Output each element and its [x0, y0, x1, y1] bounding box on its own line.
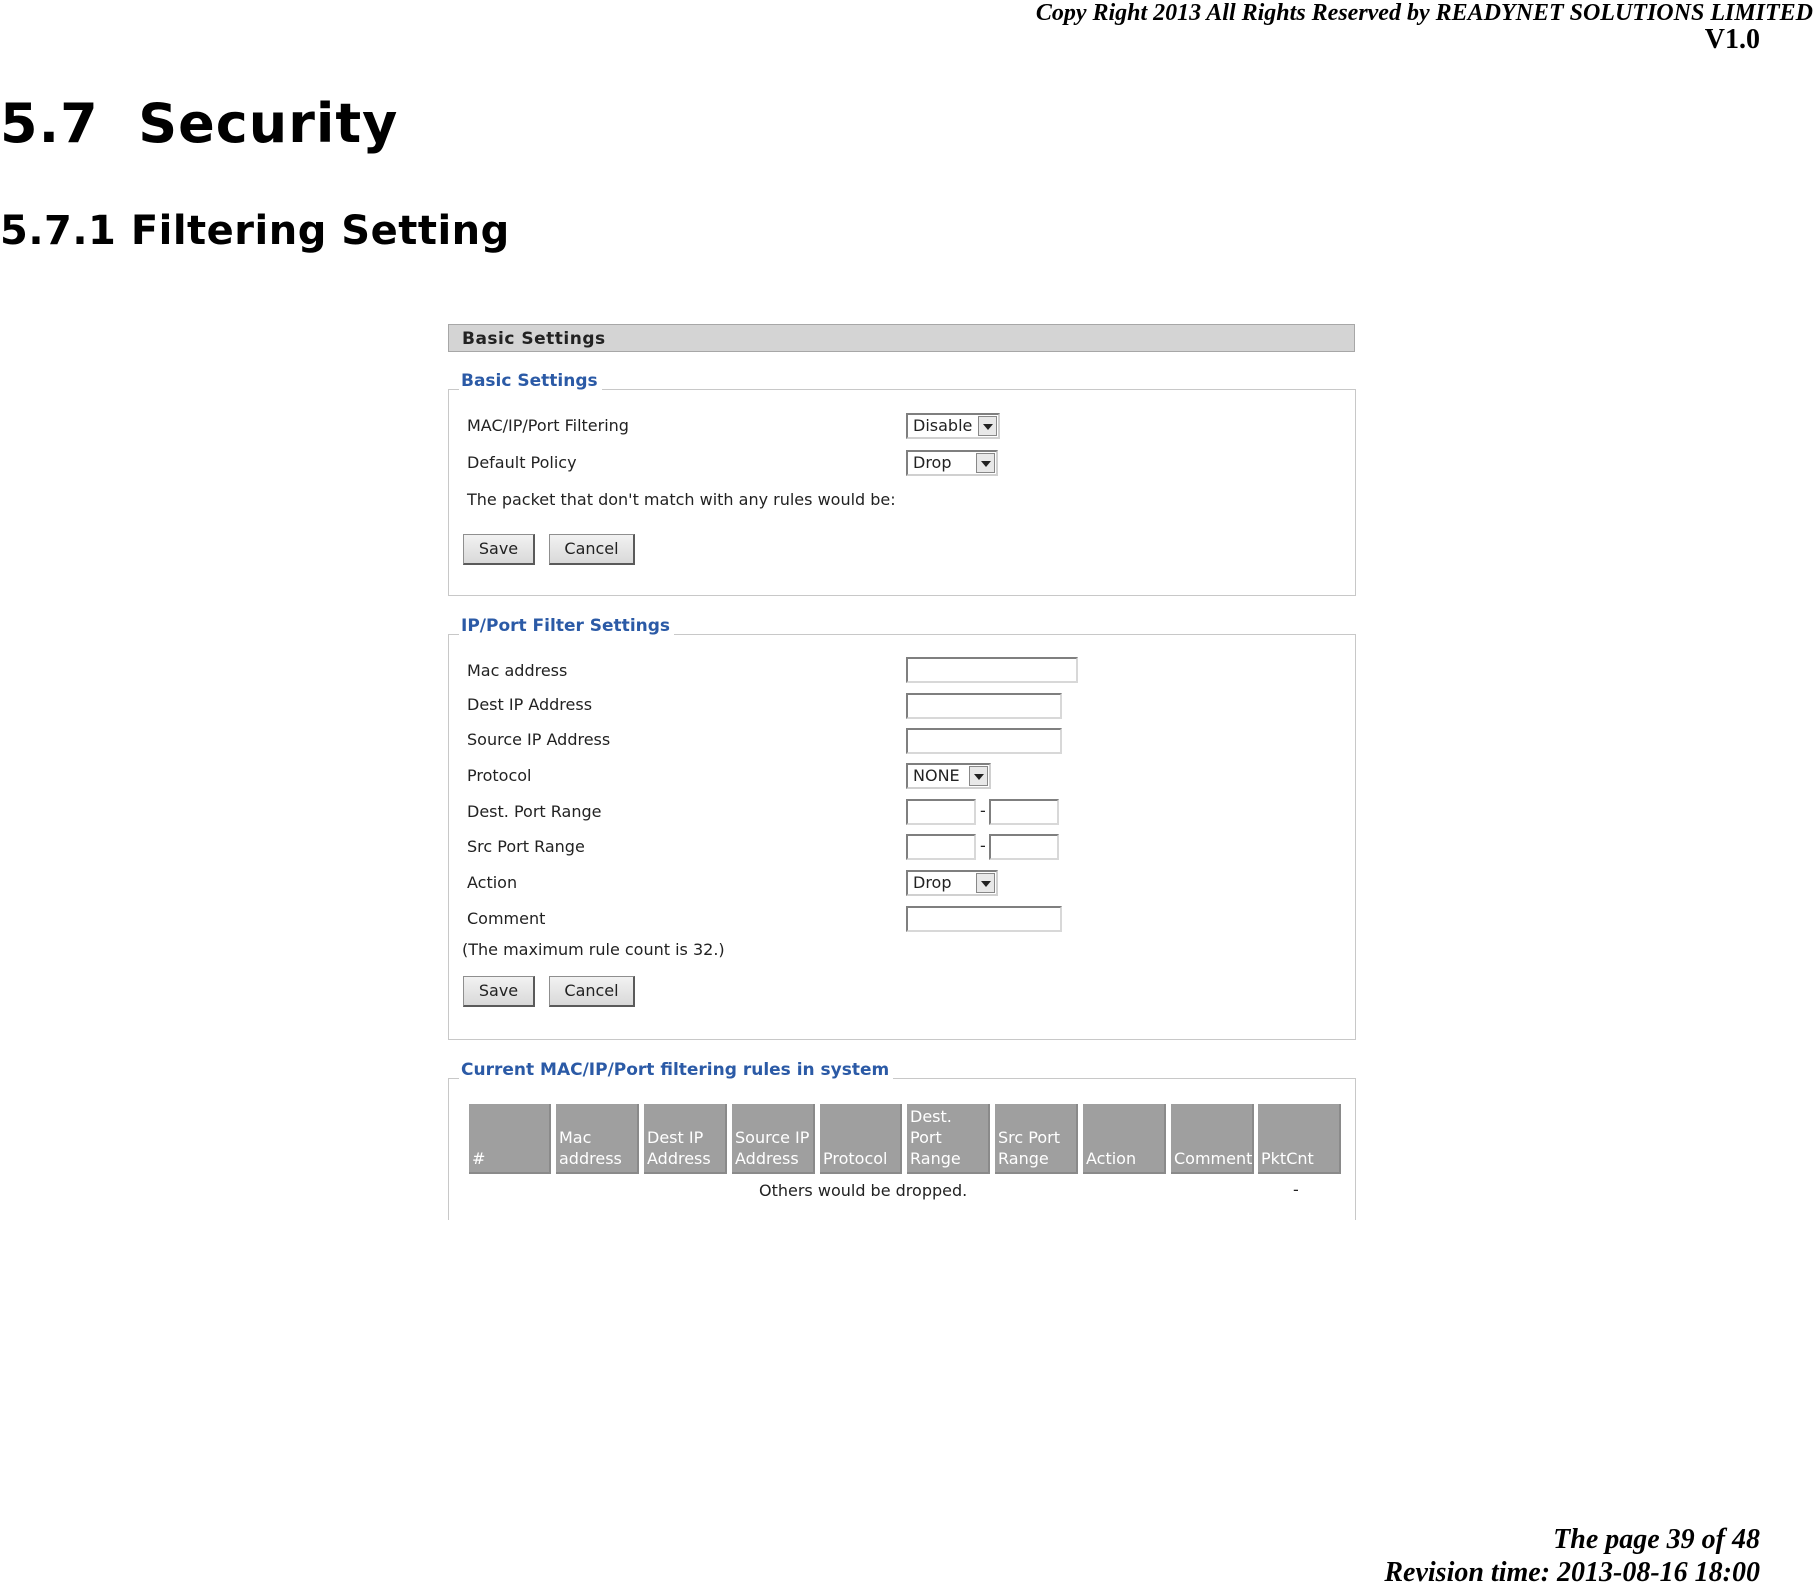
current-rules-legend: Current MAC/IP/Port filtering rules in system	[459, 1060, 893, 1080]
action-select[interactable]	[906, 870, 998, 896]
column-header-line: Port	[910, 1128, 942, 1147]
src-port-range-label: Src Port Range	[467, 837, 585, 856]
column-header-line: Dest IP	[647, 1128, 704, 1147]
chevron-down-icon[interactable]	[969, 766, 988, 786]
max-rule-note: (The maximum rule count is 32.)	[462, 940, 725, 959]
mac-address-label: Mac address	[467, 661, 568, 680]
comment-input[interactable]	[906, 906, 1062, 932]
subsection-heading: 5.7.1 Filtering Setting	[0, 208, 510, 254]
filtering-select[interactable]	[906, 413, 1000, 439]
column-header-line: Dest.	[910, 1107, 952, 1126]
ip-port-filter-group	[448, 616, 1356, 1040]
default-rule-text: Others would be dropped.	[759, 1181, 968, 1200]
ip-port-filter-legend: IP/Port Filter Settings	[459, 616, 674, 636]
router-ui-screenshot	[448, 324, 1357, 1220]
column-header-line: Protocol	[823, 1149, 888, 1168]
src-port-from-input[interactable]	[906, 834, 976, 860]
default-policy-note: The packet that don't match with any rules would be:	[467, 490, 896, 509]
column-header-line: PktCnt	[1261, 1149, 1314, 1168]
filter-cancel-button[interactable]: Cancel	[549, 976, 635, 1007]
source-ip-input[interactable]	[906, 728, 1062, 754]
section-heading: 5.7 Security	[0, 92, 399, 155]
page-number: The page 39 of 48	[1553, 1524, 1760, 1555]
column-header-line: #	[472, 1149, 486, 1168]
revision-time: Revision time: 2013-08-16 18:00	[1384, 1557, 1760, 1588]
action-select-value: Drop	[913, 873, 952, 892]
column-header-src-port-range	[995, 1104, 1078, 1174]
src-port-separator: -	[980, 836, 986, 855]
column-header-line: Action	[1086, 1149, 1137, 1168]
default-rule-pktcnt: -	[1293, 1180, 1299, 1199]
column-header-action	[1083, 1104, 1166, 1174]
dest-port-from-input[interactable]	[906, 799, 976, 825]
protocol-label: Protocol	[467, 766, 532, 785]
column-header-comment	[1171, 1104, 1254, 1174]
default-policy-label: Default Policy	[467, 453, 577, 472]
chevron-down-icon[interactable]	[976, 453, 995, 473]
default-policy-select-value: Drop	[913, 453, 952, 472]
copyright-header: Copy Right 2013 All Rights Reserved by READYNET SOLUTIONS LIMITED	[1035, 0, 1813, 26]
dest-port-range-label: Dest. Port Range	[467, 802, 602, 821]
basic-settings-group	[448, 371, 1356, 596]
source-ip-label: Source IP Address	[467, 730, 611, 749]
column-header-dest-ip	[644, 1104, 727, 1174]
dest-port-to-input[interactable]	[989, 799, 1059, 825]
column-header-line: Range	[998, 1149, 1049, 1168]
column-header-line: Mac	[559, 1128, 592, 1147]
current-rules-group	[448, 1060, 1356, 1220]
default-policy-select[interactable]	[906, 450, 998, 476]
action-label: Action	[467, 873, 518, 892]
column-header-line: Address	[735, 1149, 799, 1168]
filtering-select-value: Disable	[913, 416, 973, 435]
basic-cancel-button[interactable]: Cancel	[549, 534, 635, 565]
protocol-select-value: NONE	[913, 766, 960, 785]
chevron-down-icon[interactable]	[978, 416, 997, 436]
basic-settings-legend: Basic Settings	[459, 371, 602, 391]
column-header-line: address	[559, 1149, 622, 1168]
column-header-line: Address	[647, 1149, 711, 1168]
mac-address-input[interactable]	[906, 657, 1078, 683]
version-label: V1.0	[1704, 24, 1760, 55]
filter-save-button[interactable]: Save	[463, 976, 535, 1007]
column-header-mac-address	[556, 1104, 639, 1174]
dest-port-separator: -	[980, 801, 986, 820]
column-header-line: Src Port	[998, 1128, 1060, 1147]
src-port-to-input[interactable]	[989, 834, 1059, 860]
column-header-line: Comment	[1174, 1149, 1253, 1168]
column-header-protocol	[820, 1104, 902, 1174]
column-header-line: Source IP	[735, 1128, 810, 1147]
dest-ip-input[interactable]	[906, 693, 1062, 719]
column-header-dest-port-range	[907, 1104, 990, 1174]
page-title-bar: Basic Settings	[448, 324, 1355, 352]
basic-save-button[interactable]: Save	[463, 534, 535, 565]
protocol-select[interactable]	[906, 763, 991, 789]
dest-ip-label: Dest IP Address	[467, 695, 593, 714]
column-header-line: Range	[910, 1149, 961, 1168]
chevron-down-icon[interactable]	[976, 873, 995, 893]
filtering-label: MAC/IP/Port Filtering	[467, 416, 629, 435]
column-header-pktcnt	[1258, 1104, 1341, 1174]
column-header-source-ip	[732, 1104, 815, 1174]
column-header-number	[469, 1104, 551, 1174]
comment-label: Comment	[467, 909, 546, 928]
